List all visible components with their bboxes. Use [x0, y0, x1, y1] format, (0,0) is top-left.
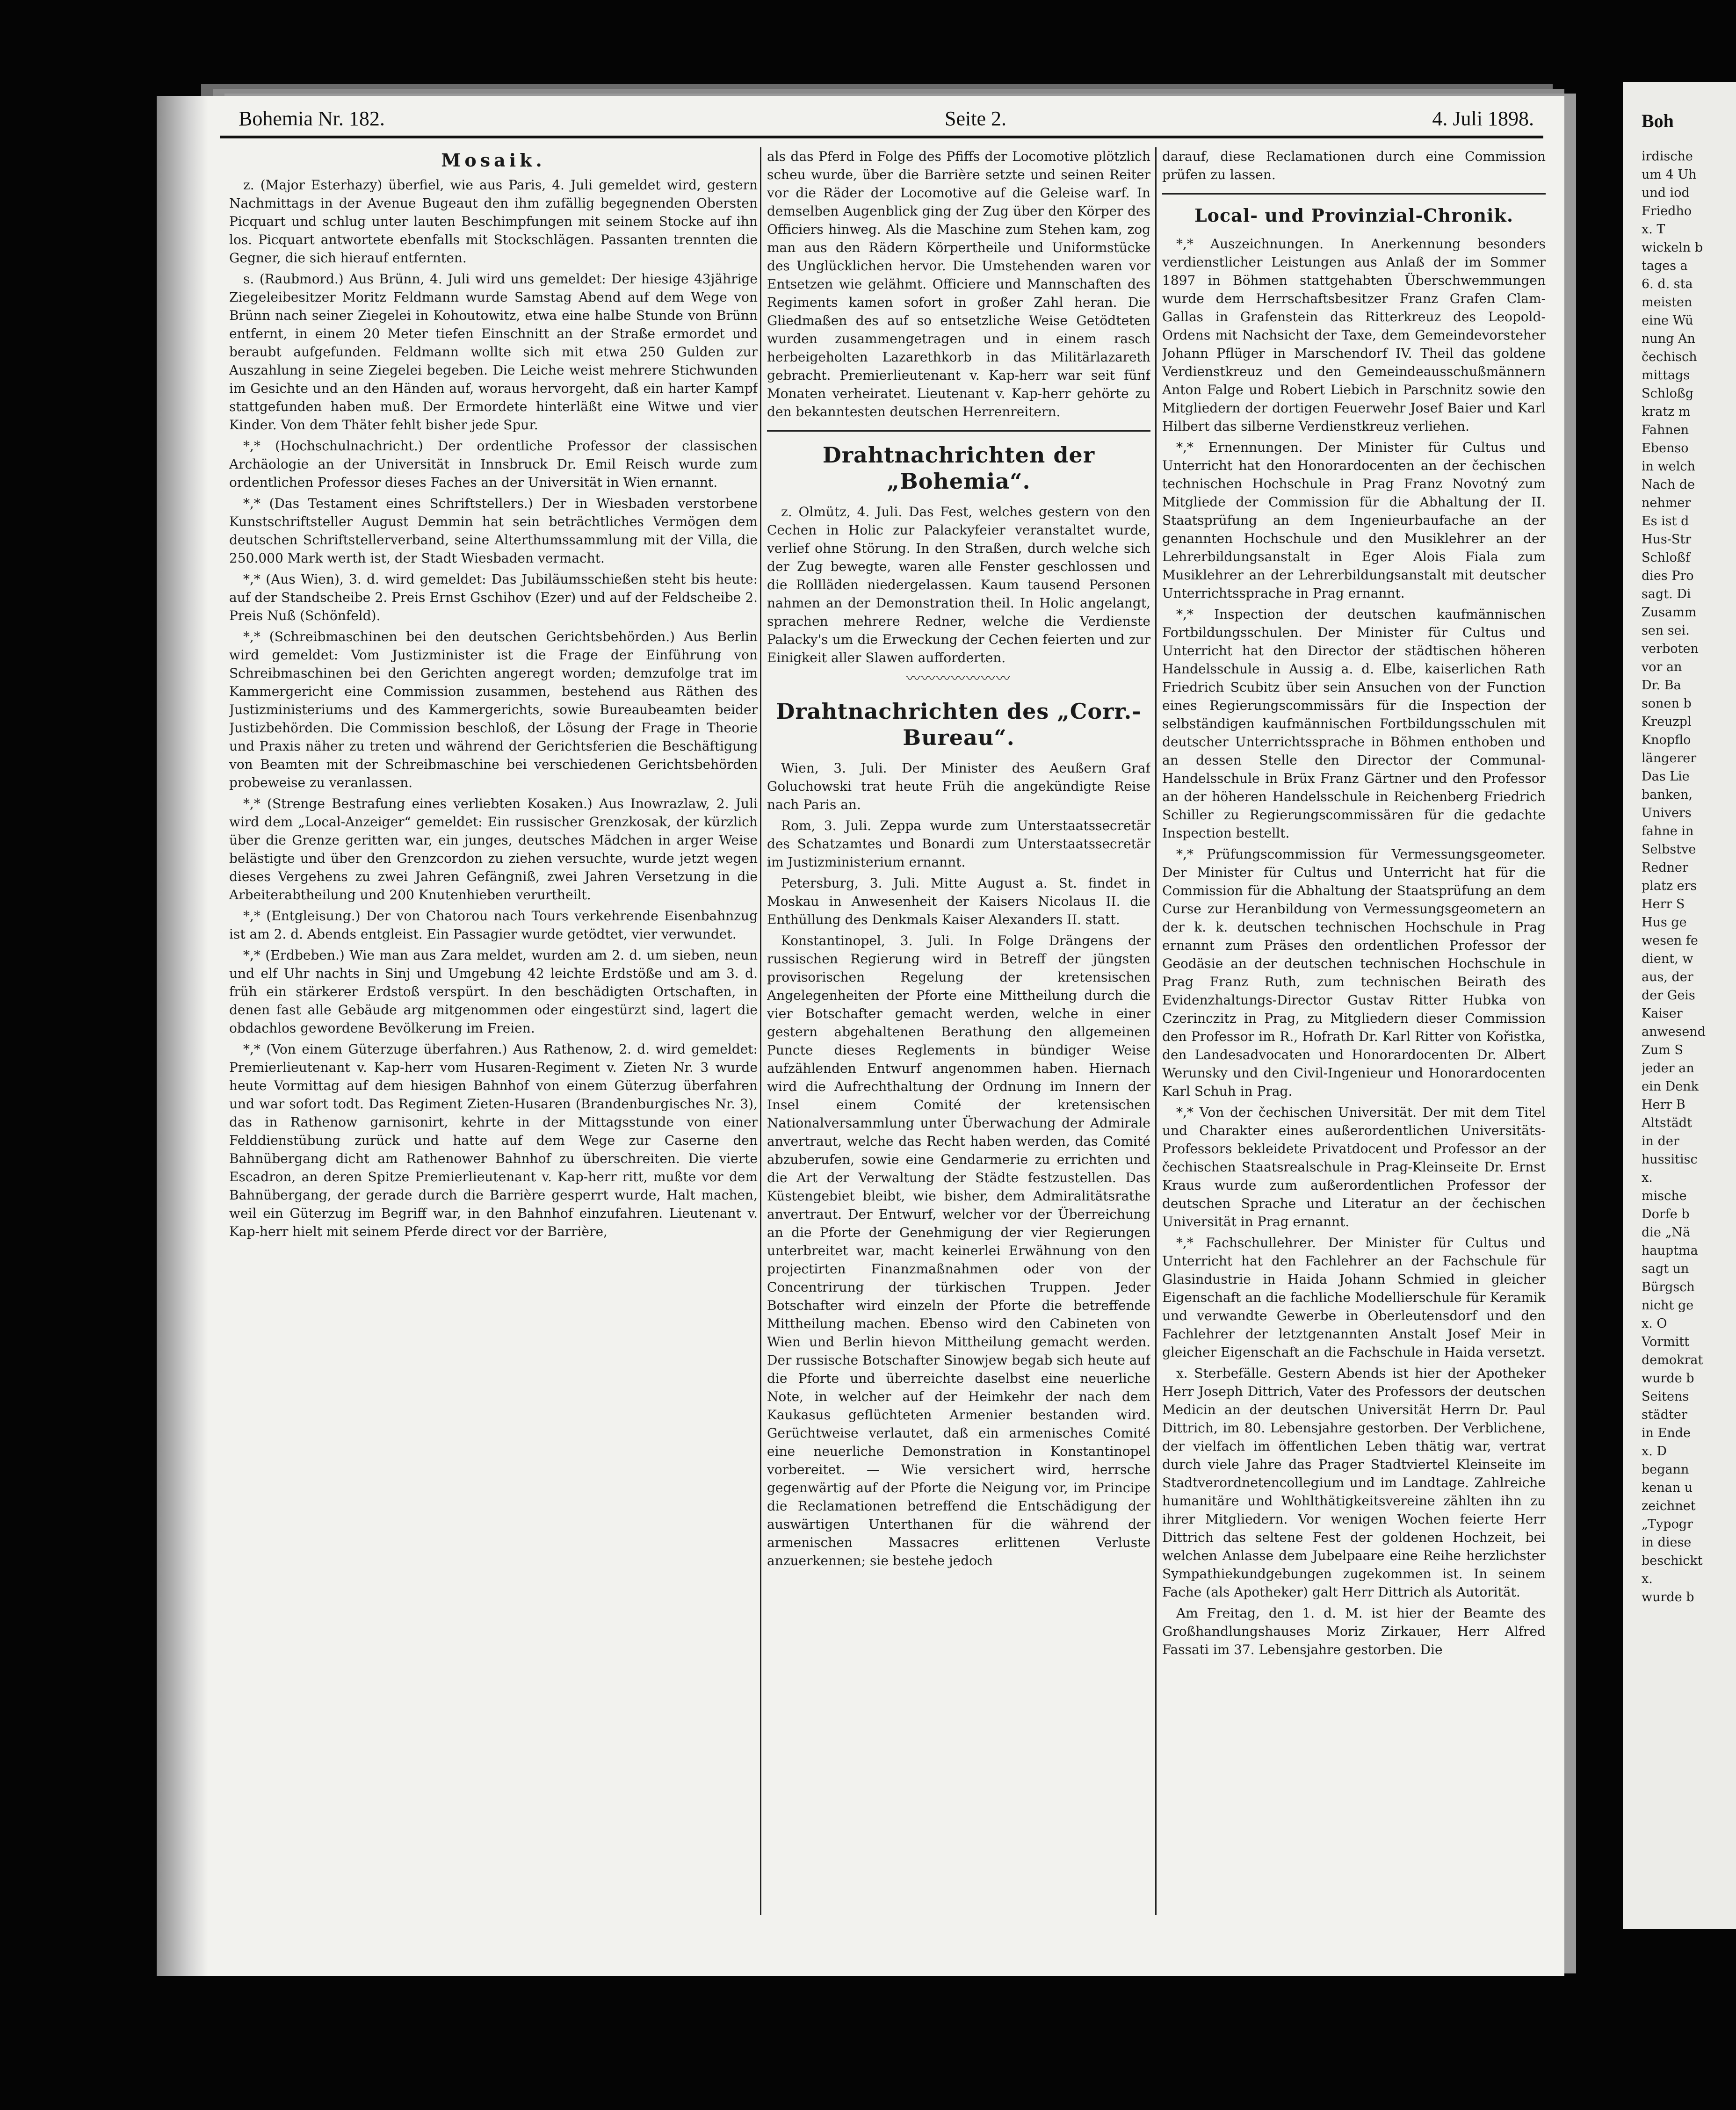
article-paragraph: *,* (Von einem Güterzuge überfahren.) Aus Rathenow, 2. d. wird gemeldet: Premierlieutenant v. Kap-herr vom Husaren-Regiment v. Zieten Nr. 3 wurde heute Vormittag auf dem hiesigen Bahnhof von einem Güterzug überfahren und war sofort todt. Das Regiment Zieten-Husaren (Brandenburgisches Nr. 3), das in Rathenow garnisonirt, kehrte in der Mittagsstunde von einer Felddienstübung zurück und hatte auf dem Wege zur Caserne den Bahnübergang dicht am Rathenower Bahnhof zu überschreiten. Die vierte Escadron, an deren Spitze Premierlieutenant v. Kap-herr ritt, mußte vor dem Bahnübergang, der gerade durch die Barrière gesperrt wurde, Halt machen, weil ein Güterzug im Begriff war, in den Bahnhof einzufahren. Lieutenant v. Kap-herr hielt mit seinem Pferde direct vor der Barrière, — [229, 1041, 758, 1239]
article-paragraph: *,* (Aus Wien), 3. d. wird gemeldet: Das Jubiläumsschießen steht bis heute: auf der Standscheibe 2. Preis Ernst Gschihov (Ezer) und auf der Feldscheibe 2. Preis Nuß (Schönfeld). — [229, 571, 758, 623]
article-paragraph: s. (Raubmord.) Aus Brünn, 4. Juli wird uns gemeldet: Der hiesige 43jährige Ziegeleibesitzer Moritz Feldmann wurde Samstag Abend auf dem Wege von Brünn nach seiner Ziegelei in Kohoutowitz, etwa eine halbe Stunde von Brünn entfernt, in einem 20 Meter tiefen Einschnitt an der Straße ermordet und beraubt aufgefunden. Feldmann wollte sich mit etwa 250 Gulden zur Auszahlung in seine Ziegelei begeben. Die Leiche weist mehrere Stichwunden im Gesichte und an den Händen auf, woraus hervorgeht, daß ein harter Kampf stattgefunden haben muß. Der Ermordete hinterläßt eine Witwe und vier Kinder. Von dem Thäter fehlt bisher jede Spur. — [229, 271, 758, 433]
article-paragraph: *,* (Erdbeben.) Wie man aus Zara meldet, wurden am 2. d. um sieben, neun und elf Uhr nachts in Sinj und Umgebung 42 leichte Erdstöße und am 3. d. früh ein stärkerer Erdstoß verspürt. In den beschädigten Ortschaften, in denen fast alle Gebäude arg mitgenommen oder eingestürzt sind, lagert die obdachlos gewordene Bevölkerung im Freien. — [229, 947, 758, 1036]
news-item: *,* Ernennungen. Der Minister für Cultus und Unterricht hat den Honorardocenten an der čechischen technischen Hochschule in Prag Franz Novotný zum Mitgliede der Commission für die Abhaltung der II. Staatsprüfung an dem Ingenieurbaufache an der genannten Hochschule und den Musiklehrer an der Lehrerbildungsanstalt in Eger Alois Fiala zum Musiklehrer an der Lehrerbildungsanstalt mit deutscher Unterrichtssprache in Prag ernannt. — [1162, 440, 1546, 601]
telegram-paragraph: Wien, 3. Juli. Der Minister des Aeußern Graf Goluchowski trat heute Früh die angekündigte Reise nach Paris an. — [767, 760, 1150, 812]
telegram-paragraph: Petersburg, 3. Juli. Mitte August a. St. findet in Moskau in Anwesenheit der Kaisers Nicolaus II. die Enthüllung des Denkmals Kaiser Alexanders II. statt. — [767, 875, 1150, 927]
adjacent-page-text: irdische um 4 Uh und iod Friedho x. T wickeln b tages a 6. d. sta meisten eine Wü nung An čechisch mittags Schloßg kratz m Fahnen Ebenso in welch Nach de nehmer Es ist d Hus-Str Schloßf dies Pro sagt. Di Zusamm sen sei. verboten vor an Dr. Ba sonen b Kreuzpl Knopflo längerer Das Lie banken, Univers fahne in Selbstve Redner platz ers Herr S Hus ge wesen fe dient, w aus, der der Geis Kaiser anwesend Zum S jeder an ein Denk Herr B Altstädt in der hussitisc x. mische Dorfe b die „Nä hauptma sagt un Bürgsch nicht ge x. O Vormitt demokrat wurde b Seitens städter in Ende x. D begann kenan u zeichnet „Typogr in diese beschickt x. wurde b — [1642, 149, 1706, 1604]
article-paragraph: *,* (Entgleisung.) Der von Chatorou nach Tours verkehrende Eisenbahnzug ist am 2. d. Abends entgleist. Ein Passagier wurde getödtet, vier verwundet. — [229, 908, 758, 942]
column-divider — [1155, 147, 1157, 1915]
adjacent-page-fragment — [1623, 82, 1736, 1929]
column-1 — [229, 147, 758, 1915]
article-paragraph: z. (Major Esterhazy) überfiel, wie aus Paris, 4. Juli gemeldet wird, gestern Nachmittags in der Avenue Bugeaut den ihm zufällig begegnenden Obersten Picquart und schlug unter lauten Beschimpfungen mit seinem Stocke auf ihn los. Picquart antwortete ebenfalls mit Stockschlägen. Passanten trennten die Gegner, die sich hierauf entfernten. — [229, 177, 758, 266]
header-page-number: Seite 2. — [945, 107, 1006, 130]
article-paragraph: als das Pferd in Folge des Pfiffs der Locomotive plötzlich scheu wurde, über die Barrière setzte und seinen Reiter vor die Räder der Locomotive auf die Geleise warf. In demselben Augenblick ging der Zug über den Körper des Officiers hinweg. Als die Maschine zum Stehen kam, zog man aus den Rädern Körpertheile und Uniformstücke des Unglücklichen hervor. Die Umstehenden waren vor Entsetzen wie gelähmt. Officiere und Mannschaften des Regiments kamen sofort in großer Zahl heran. Die Gliedmaßen des auf so entsetzliche Weise Getödteten wurden zusammengetragen und in einem rasch herbeigeholten Lazarethkorb in das Militärlazareth gebracht. Premierlieutenant v. Kap-herr war seit fünf Monaten verheiratet. Lieutenant v. Kap-herr gehörte zu den bekanntesten deutschen Herrenreitern. — [767, 149, 1150, 419]
news-item: *,* Auszeichnungen. In Anerkennung besonders verdienstlicher Leistungen aus Anlaß der im Sommer 1897 in Böhmen stattgehabten Überschwemmungen wurde dem Herrschaftsbesitzer Franz Grafen Clam-Gallas in Grafenstein das Ritterkreuz des Leopold-Ordens mit Nachsicht der Taxe, dem Gemeindevorsteher Johann Pflüger in Marschendorf IV. Theil das goldene Verdienstkreuz und den Gemeindeausschußmännern Anton Falge und Robert Liebich in Parschnitz sowie den Mitgliedern der dortigen Feuerwehr Josef Baier und Karl Hilbert das silberne Verdienstkreuz verliehen. — [1162, 236, 1546, 434]
telegram-paragraph: z. Olmütz, 4. Juli. Das Fest, welches gestern von den Cechen in Holic zur Palackyfeier veranstaltet wurde, verlief ohne Störung. In den Straßen, durch welche sich der Zug bewegte, waren alle Fenster geschlossen und die Rollläden niedergelassen. Kaum tausend Personen nahmen an der Demonstration theil. In Holic angelangt, sprachen mehrere Redner, welche die Verdienste Palacky's um die Erweckung der Cechen feierten und zur Einigkeit aller Slawen aufforderten. — [767, 504, 1150, 665]
news-item: Am Freitag, den 1. d. M. ist hier der Beamte des Großhandlungshauses Moriz Zirkauer, Herr Alfred Fassati im 37. Lebensjahre gestorben. Die — [1162, 1605, 1546, 1657]
article-paragraph: *,* (Strenge Bestrafung eines verliebten Kosaken.) Aus Inowrazlaw, 2. Juli wird dem „Local-Anzeiger“ gemeldet: Ein russischer Grenzkosak, der kürzlich über die Grenze geritten war, ein junges, deutsches Mädchen in arger Weise belästigte und über den Grenzcordon zu ziehen versuchte, wurde jetzt wegen dieses Vergehens zu zwei Jahren Gefängniß, zwei Jahren Versetzung in die Arbeiterabtheilung und 200 Knutenhieben verurtheilt. — [229, 796, 758, 903]
page-header — [220, 103, 1543, 138]
news-item: x. Sterbefälle. Gestern Abends ist hier der Apotheker Herr Joseph Dittrich, Vater des Professors der deutschen Medicin an der deutschen Universität Herrn Dr. Paul Dittrich, im 80. Lebensjahre gestorben. Der Verblichene, der vielfach im öffentlichen Leben thätig war, vertrat durch viele Jahre das Prager Stadtviertel Kleinseite im Stadtverordnetencollegium und im Landtage. Zahlreiche humanitäre und Wohlthätigkeitsvereine zählten ihn zu ihrer Mitgliedern. Vor wenigen Wochen feierte Herr Dittrich das seltene Fest der goldenen Hochzeit, bei welchen Anlasse dem Jubelpaare eine Reihe herzlichster Sympathiekundgebungen zugekommen ist. In seinem Fache (als Apotheker) galt Herr Dittrich als Autorität. — [1162, 1366, 1546, 1600]
section-heading-drahtnachrichten-corr-bureau: Drahtnachrichten des „Corr.-Bureau“. — [776, 699, 1142, 750]
news-item: *,* Prüfungscommission für Vermessungsgeometer. Der Minister für Cultus und Unterricht hat für die Commission für die Abhaltung der Staatsprüfung an dem Curse zur Heranbildung von Vermessungsgeometern an der k. k. deutschen technischen Hochschule in Prag ernannt zum Präses den ordentlichen Professor der Geodäsie an der deutschen technischen Hochschule in Prag Franz Ruth, zum technischen Beirath des Evidenzhaltungs-Director Gustav Ritter Hubka von Czerinczitz in Prag, zu Mitgliedern dieser Commission den Professor im R., Hofrath Dr. Karl Ritter von Kořistka, den Landesadvocaten und Honorardocenten Dr. Albert Werunsky und den Civil-Ingenieur und Honorardocenten Karl Schuh in Prag. — [1162, 846, 1546, 1099]
ornamental-divider: 〰〰〰〰〰〰〰 — [906, 671, 1011, 687]
column-divider — [760, 147, 761, 1915]
news-item: *,* Von der čechischen Universität. Der mit dem Titel und Charakter eines außerordentlichen Universitäts-Professors bekleidete Privatdocent und Professor an der čechischen Staatsrealschule in Prag-Kleinseite Dr. Ernst Kraus wurde zum außerordentlichen Professor der deutschen Sprache und Literatur an der čechischen Universität in Prag ernannt. — [1162, 1105, 1546, 1229]
section-heading-drahtnachrichten-bohemia: Drahtnachrichten der „Bohemia“. — [822, 442, 1095, 494]
column-2 — [767, 147, 1150, 1915]
page-binding-shadow — [157, 96, 208, 1976]
section-separator — [767, 430, 1150, 432]
news-item: *,* Inspection der deutschen kaufmännischen Fortbildungsschulen. Der Minister für Cultus und Unterricht hat den Director der städtischen höheren Handelsschule in Aussig a. d. Elbe, kaiserlichen Rath Friedrich Scubitz über sein Ansuchen von der Function eines Regierungscommissärs für die Inspection der selbständigen kaufmännischen Fortbildungsschulen mit deutscher Unterrichtssprache in Böhmen enthoben und an dessen Stelle den Director der Communal-Handelsschule in Brüx Franz Gärtner und den Professor an der höheren Handelsschule in Reichenberg Friedrich Schiller zu Regierungscommissären für die gedachte Inspection bestellt. — [1162, 607, 1546, 841]
article-paragraph: *,* (Das Testament eines Schriftstellers.) Der in Wiesbaden verstorbene Kunstschriftsteller August Demmin hat sein beträchtliches Vermögen dem deutschen Schriftstellerverband, seine Alterthumssammlung mit der Villa, die 250.000 Mark werth ist, der Stadt Wiesbaden vermacht. — [229, 496, 758, 566]
article-paragraph: darauf, diese Reclamationen durch eine Commission prüfen zu lassen. — [1162, 149, 1546, 182]
header-publication: Bohemia Nr. 182. — [239, 107, 385, 130]
header-date: 4. Juli 1898. — [1432, 107, 1534, 130]
article-paragraph: *,* (Schreibmaschinen bei den deutschen Gerichtsbehörden.) Aus Berlin wird gemeldet: Vom Justizminister ist die Frage der Einführung von Schreibmaschinen bei den Gerichten angeregt worden; demzufolge trat im Kammergericht eine Commission zusammen, bestehend aus Räthen des Justizministeriums und des Kammergerichts, sowie Bureaubeamten beider Justizbehörden. Die Commission beschloß, der Lösung der Frage in Theorie und Praxis näher zu treten und während der Gerichtsferien die Beschäftigung von Beamten mit der Schreibmaschine bei verschiedenen Gerichtsbehörden probeweise zu veranlassen. — [229, 629, 758, 790]
article-paragraph: *,* (Hochschulnachricht.) Der ordentliche Professor der classischen Archäologie an der Universität in Innsbruck Dr. Emil Reisch wurde zum ordentlichen Professor dieses Faches an der Universität in Wien ernannt. — [229, 438, 758, 490]
section-title-mosaik: Mosaik. — [441, 150, 546, 171]
adjacent-page-header: Boh — [1642, 110, 1674, 131]
telegram-paragraph: Konstantinopel, 3. Juli. In Folge Drängens der russischen Regierung wird in Betreff der jüngsten provisorischen Regelung der kretensischen Angelegenheiten der Pforte eine Mittheilung durch die vier Botschafter gemacht werden, welche in einer gestern abgehaltenen Berathung den allgemeinen Puncte dieses Reglements in bündiger Weise aufzählenden Entwurf angenommen haben. Hiernach wird die Aufrechthaltung der Ordnung im Innern der Insel einem Comité der kretensischen Nationalversammlung unter Überwachung der Admirale anvertraut, welche das Recht haben werden, das Comité abzuberufen, sowie eine Gendarmerie zu errichten und die Art der Verwaltung der Städte festzustellen. Das Küstengebiet bleibt, wie bisher, dem Admiralitätsrathe anvertraut. Der Entwurf, welcher vor der Überreichung an die Pforte der Genehmigung der vier Regierungen unterbreitet war, macht keinerlei Erwähnung von den projectirten Finanzmaßnahmen oder von der Concentrirung der türkischen Truppen. Jeder Botschafter wird einzeln der Pforte die betreffende Mittheilung machen. Ebenso wird den Cabineten von Wien und Berlin hievon Mittheilung gemacht werden. Der russische Botschafter Sinowjew begab sich heute auf die Pforte und überreichte daselbst eine neuerliche Note, in welcher auf der Heimkehr der nach dem Kaukasus geflüchteten Armenier bestanden wird. Gerüchtweise verlautet, daß ein armenisches Comité eine neuerliche Demonstration in Konstantinopel vorbereitet. — Wie versichert wird, herrsche gegenwärtig auf der Pforte die Neigung vor, im Principe die Reclamationen betreffend die Entschädigung der auswärtigen Unterthanen für die während der armenischen Massacres erlittenen Verluste anzuerkennen; sie bestehe jedoch — [767, 933, 1150, 1568]
section-heading-local-chronik: Local- und Provinzial-Chronik. — [1194, 205, 1514, 226]
news-item: *,* Fachschullehrer. Der Minister für Cultus und Unterricht hat den Fachlehrer an der Fachschule für Glasindustrie in Haida Johann Schmied in gleicher Eigenschaft an die fachliche Modellierschule für Keramik und verwandte Gewerbe in Oberleutensdorf und den Fachlehrer der letztgenannten Anstalt Josef Meir in gleicher Eigenschaft an die Fachschule in Haida versetzt. — [1162, 1235, 1546, 1360]
telegram-paragraph: Rom, 3. Juli. Zeppa wurde zum Unterstaatssecretär des Schatzamtes und Bonardi zum Unterstaatssecretär im Justizministerium ernannt. — [767, 818, 1150, 870]
section-separator — [1162, 193, 1546, 195]
column-3 — [1162, 147, 1546, 1915]
